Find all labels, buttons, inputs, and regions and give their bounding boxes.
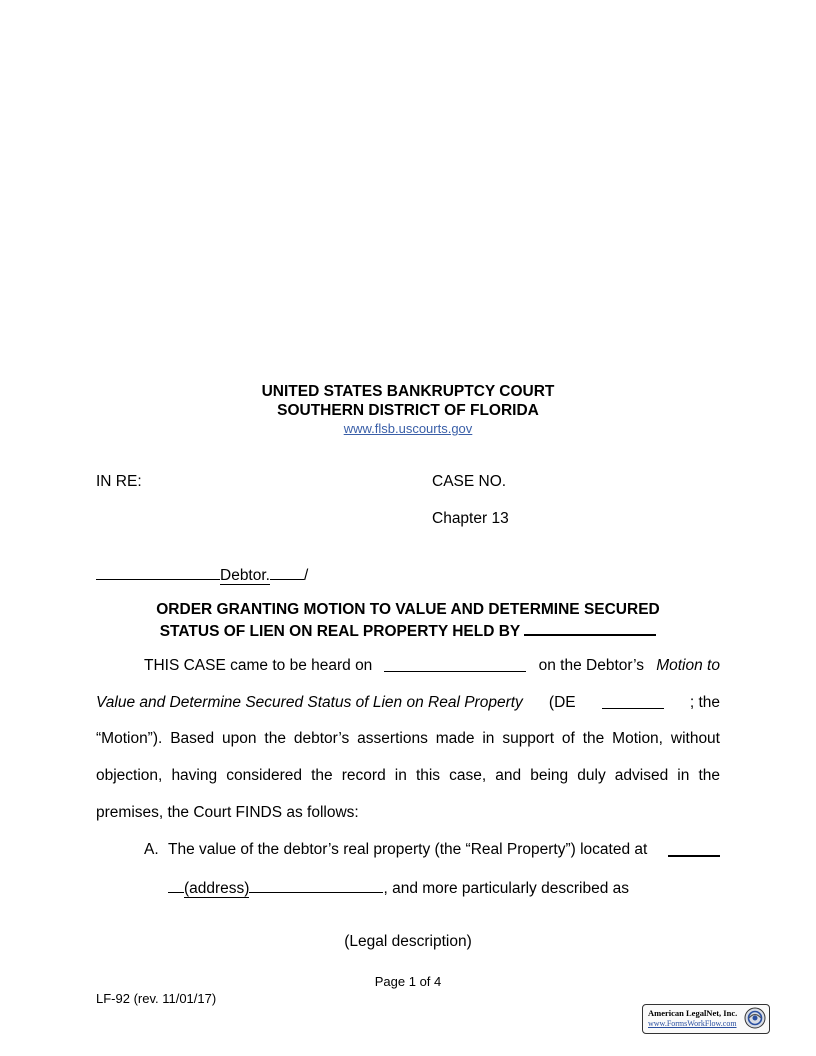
order-title-line2 [0, 620, 816, 641]
address-placeholder[interactable]: (address) [184, 880, 250, 897]
body-line-5: premises, the Court FINDS as follows: [96, 804, 359, 821]
motion-title-part2: Value and Determine Secured Status of Lien on Real Property [96, 694, 523, 711]
logo-company-name: American LegalNet, Inc. [648, 1008, 738, 1018]
property-location-blank[interactable] [668, 841, 720, 857]
finding-a-line-1 [168, 841, 720, 859]
body-line-2-tail: ; the [689, 694, 720, 711]
docket-entry-label: (DE [548, 694, 576, 711]
order-title-line1: ORDER GRANTING MOTION TO VALUE AND DETERMINE SECURED [156, 601, 660, 618]
case-number-label: CASE NO. [432, 473, 507, 490]
in-re-label: IN RE: [96, 473, 142, 490]
debtor-line [96, 565, 308, 585]
page-number: Page 1 of 4 [374, 974, 442, 989]
logo-website-link[interactable]: www.FormsWorkFlow.com [648, 1019, 737, 1028]
order-title-line2-text: STATUS OF LIEN ON REAL PROPERTY HELD BY [159, 623, 520, 640]
form-id: LF-92 (rev. 11/01/17) [96, 991, 217, 1006]
legal-description-placeholder: (Legal description) [344, 933, 472, 950]
docket-entry-blank[interactable] [602, 694, 664, 709]
address-trailing-blank[interactable] [249, 878, 383, 893]
motion-title-part1: Motion to [656, 657, 720, 674]
finding-a-continuation: , and more particularly described as [383, 880, 630, 897]
body-line-1 [144, 657, 720, 675]
debtor-name-blank[interactable] [96, 565, 220, 580]
globe-icon [744, 1007, 766, 1029]
finding-a-text: The value of the debtor’s real property (the “Real Property”) located at [168, 841, 648, 858]
body-line-3: “Motion”). Based upon the debtor’s assertions made in support of the Motion, without [96, 730, 720, 747]
finding-a-label: A. [144, 841, 159, 858]
body-line-2 [96, 694, 720, 712]
lienholder-blank[interactable] [524, 620, 656, 636]
body-line-1-text: THIS CASE came to be heard on [144, 657, 373, 674]
body-line-4: objection, having considered the record in this case, and being duly advised in the [96, 767, 720, 784]
debtor-label: Debtor. [220, 567, 270, 584]
debtor-trailing-blank [270, 565, 304, 580]
body-line-1-text-b: on the Debtor’s [538, 657, 645, 674]
court-name: UNITED STATES BANKRUPTCY COURT [261, 383, 555, 400]
court-district: SOUTHERN DISTRICT OF FLORIDA [277, 402, 539, 419]
chapter-label: Chapter 13 [432, 510, 509, 527]
caption-slash: / [303, 567, 309, 584]
forms-workflow-logo[interactable] [642, 1004, 770, 1034]
court-website-link[interactable]: www.flsb.uscourts.gov [343, 421, 473, 436]
hearing-date-blank[interactable] [384, 657, 526, 672]
finding-a-line-2 [168, 878, 629, 898]
address-lead-blank [168, 878, 184, 893]
